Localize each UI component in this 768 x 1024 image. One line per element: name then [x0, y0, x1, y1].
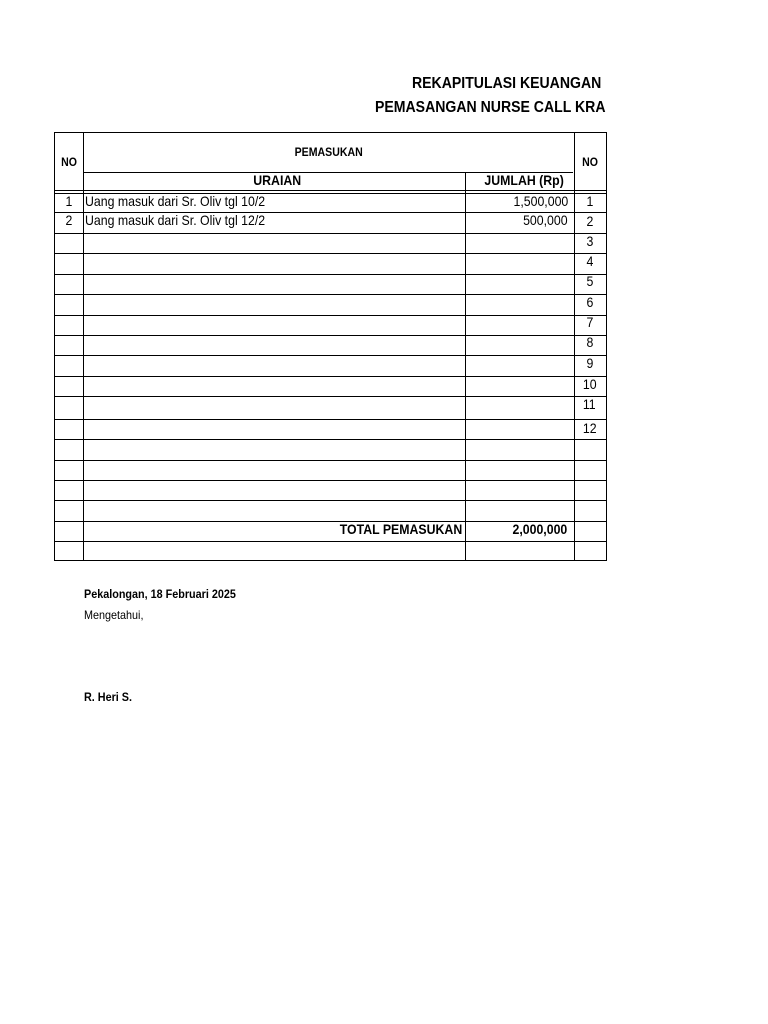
row-2-no: 2 — [65, 212, 73, 228]
right-no-5: 5 — [586, 273, 594, 289]
col-divider — [574, 133, 575, 560]
col-divider — [83, 133, 84, 560]
row-line — [55, 460, 606, 461]
row-line — [55, 480, 606, 481]
total-value: 2,000,000 — [512, 521, 567, 537]
row-line — [55, 294, 606, 295]
row-line — [55, 439, 606, 440]
title-area — [0, 0, 607, 130]
right-no-7: 7 — [586, 314, 594, 330]
col-divider — [465, 173, 466, 560]
row-line — [55, 500, 606, 501]
row-2-uraian: Uang masuk dari Sr. Oliv tgl 12/2 — [85, 212, 266, 228]
row-line — [55, 376, 606, 377]
right-no-9: 9 — [586, 355, 594, 371]
header-pemasukan: PEMASUKAN — [294, 145, 363, 159]
row-line — [55, 274, 606, 275]
right-no-10: 10 — [582, 376, 597, 392]
right-no-3: 3 — [586, 233, 594, 249]
header-jumlah: JUMLAH (Rp) — [484, 172, 564, 188]
right-no-11: 11 — [582, 396, 596, 412]
row-2-jumlah: 500,000 — [523, 212, 568, 228]
right-no-6: 6 — [586, 294, 594, 310]
header-no-right: NO — [582, 155, 598, 169]
row-line — [55, 233, 606, 234]
finance-table — [54, 132, 607, 561]
signatory-name: R. Heri S. — [84, 690, 133, 704]
acknowledged-label: Mengetahui, — [84, 608, 144, 622]
row-line — [55, 315, 606, 316]
right-no-2: 2 — [586, 213, 594, 229]
row-line — [55, 253, 606, 254]
right-no-12: 12 — [582, 420, 597, 436]
header-uraian: URAIAN — [253, 172, 302, 188]
row-line — [55, 396, 606, 397]
header-no: NO — [61, 155, 77, 169]
place-date: Pekalongan, 18 Februari 2025 — [84, 587, 236, 601]
right-no-8: 8 — [586, 334, 594, 350]
row-1-jumlah: 1,500,000 — [513, 193, 568, 209]
report-subtitle: PEMASANGAN NURSE CALL KRA — [375, 99, 606, 116]
row-line — [55, 355, 606, 356]
report-title: REKAPITULASI KEUANGAN — [412, 75, 602, 92]
row-line — [55, 541, 606, 542]
row-line — [55, 419, 606, 420]
right-no-4: 4 — [586, 253, 594, 269]
row-1-no: 1 — [65, 193, 73, 209]
total-label: TOTAL PEMASUKAN — [339, 521, 462, 537]
right-no-1: 1 — [586, 193, 594, 209]
row-line — [55, 335, 606, 336]
header-divider — [55, 190, 606, 191]
row-1-uraian: Uang masuk dari Sr. Oliv tgl 10/2 — [85, 193, 266, 209]
